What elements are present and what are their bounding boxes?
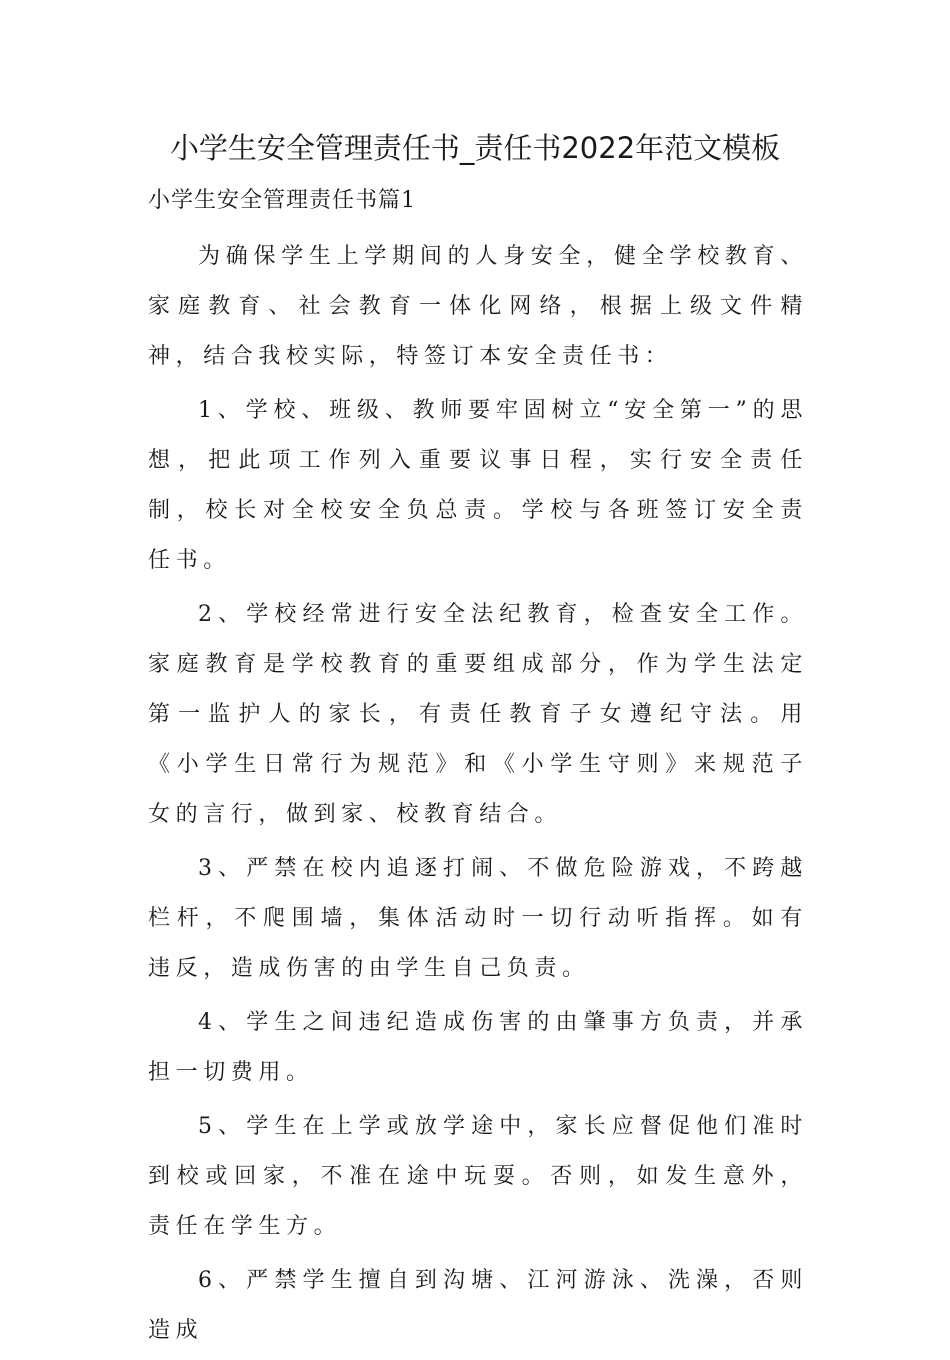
- document-body: [148, 232, 808, 1360]
- clause-2-paragraph: 2、学校经常进行安全法纪教育，检查安全工作。家庭教育是学校教育的重要组成部分，作为学生法定第一监护人的家长，有责任教育子女遵纪守法。用《小学生日常行为规范》和《小学生守则》来规范子女的言行，做到家、校教育结合。: [148, 602, 808, 827]
- clause-6-paragraph: 6、严禁学生擅自到沟塘、江河游泳、洗澡，否则造成: [148, 1268, 808, 1343]
- clause-3-paragraph: 3、严禁在校内追逐打闹、不做危险游戏，不跨越栏杆，不爬围墙，集体活动时一切行动听指挥。如有违反，造成伤害的由学生自己负责。: [148, 856, 808, 981]
- clause-4-paragraph: 4、学生之间违纪造成伤害的由肇事方负责，并承担一切费用。: [148, 1010, 808, 1085]
- clause-5-paragraph: 5、学生在上学或放学途中，家长应督促他们准时到校或回家，不准在途中玩耍。否则，如发生意外，责任在学生方。: [148, 1114, 808, 1239]
- clause-1-paragraph: 1、学校、班级、教师要牢固树立“安全第一”的思想，把此项工作列入重要议事日程，实行安全责任制，校长对全校安全负总责。学校与各班签订安全责任书。: [148, 398, 808, 573]
- document-title: 小学生安全管理责任书_责任书2022年范文模板: [169, 131, 781, 165]
- section-heading: 小学生安全管理责任书篇1: [148, 188, 416, 213]
- intro-paragraph: 为确保学生上学期间的人身安全，健全学校教育、家庭教育、社会教育一体化网络，根据上级文件精神，结合我校实际，特签订本安全责任书：: [148, 244, 808, 369]
